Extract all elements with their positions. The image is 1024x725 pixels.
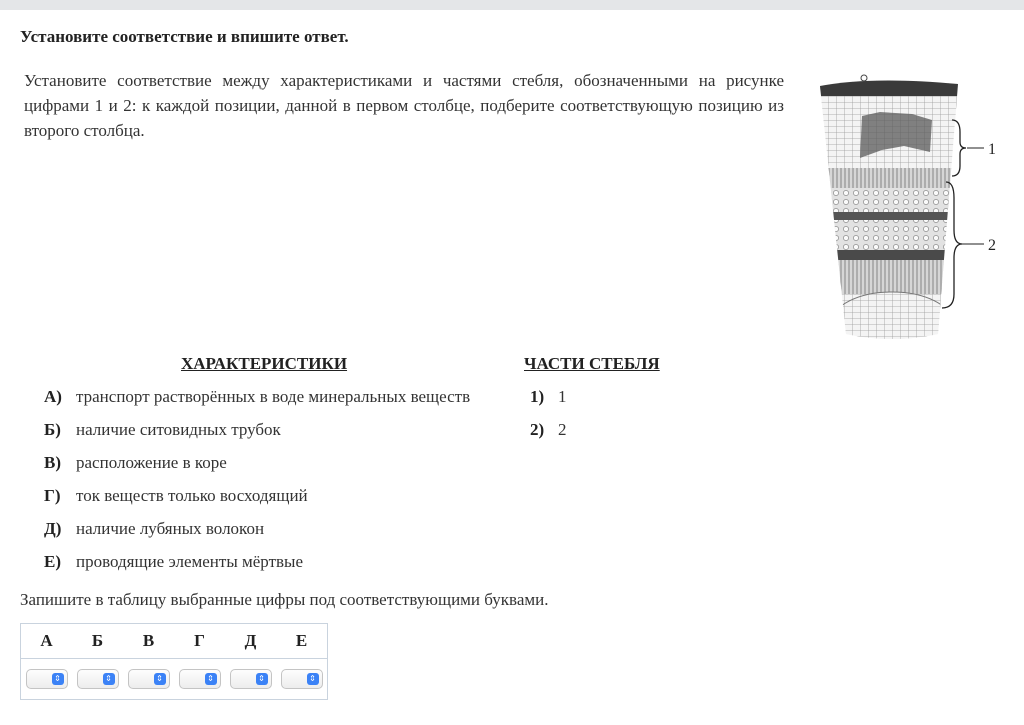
item-letter: Г)	[44, 486, 61, 505]
item-text: транспорт растворённых в воде минеральных веществ	[76, 387, 471, 406]
item-letter: Б)	[44, 420, 61, 439]
item-text: наличие лубяных волокон	[76, 519, 265, 538]
item-text: ток веществ только восходящий	[76, 486, 308, 505]
answer-select-v[interactable]	[128, 669, 170, 689]
figure-label-1: 1	[988, 141, 996, 158]
answer-header-e: Е	[276, 624, 328, 659]
answer-instruction: Запишите в таблицу выбранные цифры под соответствующими буквами.	[20, 590, 549, 609]
list-item	[530, 420, 567, 453]
list-item	[44, 552, 470, 585]
item-text: проводящие элементы мёртвые	[76, 552, 303, 571]
item-number: 1)	[530, 387, 545, 406]
up-down-chevron-icon: ⇕	[154, 673, 166, 685]
answer-select-e[interactable]	[281, 669, 323, 689]
answer-select-g[interactable]	[179, 669, 221, 689]
item-letter: Е)	[44, 552, 61, 571]
up-down-chevron-icon: ⇕	[205, 673, 217, 685]
list-item	[44, 453, 470, 486]
answer-table	[20, 623, 328, 700]
answer-select-b[interactable]	[77, 669, 119, 689]
parts-title: ЧАСТИ СТЕБЛЯ	[524, 354, 660, 373]
up-down-chevron-icon: ⇕	[103, 673, 115, 685]
figure-label-2: 2	[988, 237, 996, 254]
item-letter: А)	[44, 387, 62, 406]
list-item	[44, 387, 470, 420]
list-item	[44, 486, 470, 519]
answer-header-v: В	[123, 624, 174, 659]
up-down-chevron-icon: ⇕	[307, 673, 319, 685]
answer-select-d[interactable]	[230, 669, 272, 689]
item-text: расположение в коре	[76, 453, 227, 472]
answer-header-g: Г	[174, 624, 225, 659]
up-down-chevron-icon: ⇕	[256, 673, 268, 685]
top-bar	[0, 0, 1024, 10]
item-text: 1	[558, 387, 567, 406]
characteristics-list	[44, 387, 470, 585]
item-letter: Д)	[44, 519, 62, 538]
task-heading: Установите соответствие и впишите ответ.	[20, 27, 349, 46]
characteristics-title: ХАРАКТЕРИСТИКИ	[181, 354, 348, 373]
list-item	[44, 519, 470, 552]
answer-header-d: Д	[225, 624, 276, 659]
answer-header-a: А	[21, 624, 73, 659]
answer-header-b: Б	[72, 624, 123, 659]
answer-select-a[interactable]	[26, 669, 68, 689]
item-text: наличие ситовидных трубок	[76, 420, 281, 439]
item-number: 2)	[530, 420, 545, 439]
item-text: 2	[558, 420, 567, 439]
item-letter: В)	[44, 453, 61, 472]
list-item	[44, 420, 470, 453]
stem-cross-section-illustration	[812, 72, 1002, 342]
up-down-chevron-icon: ⇕	[52, 673, 64, 685]
list-item	[530, 387, 567, 420]
parts-list	[530, 387, 567, 453]
task-prompt: Установите соответствие между характеристиками и частями стебля, обозначенными на рисунке цифрами 1 и 2: к каждой позиции, данной в первом столбце, подберите соответствующую позицию из второго столбца.	[24, 71, 784, 140]
